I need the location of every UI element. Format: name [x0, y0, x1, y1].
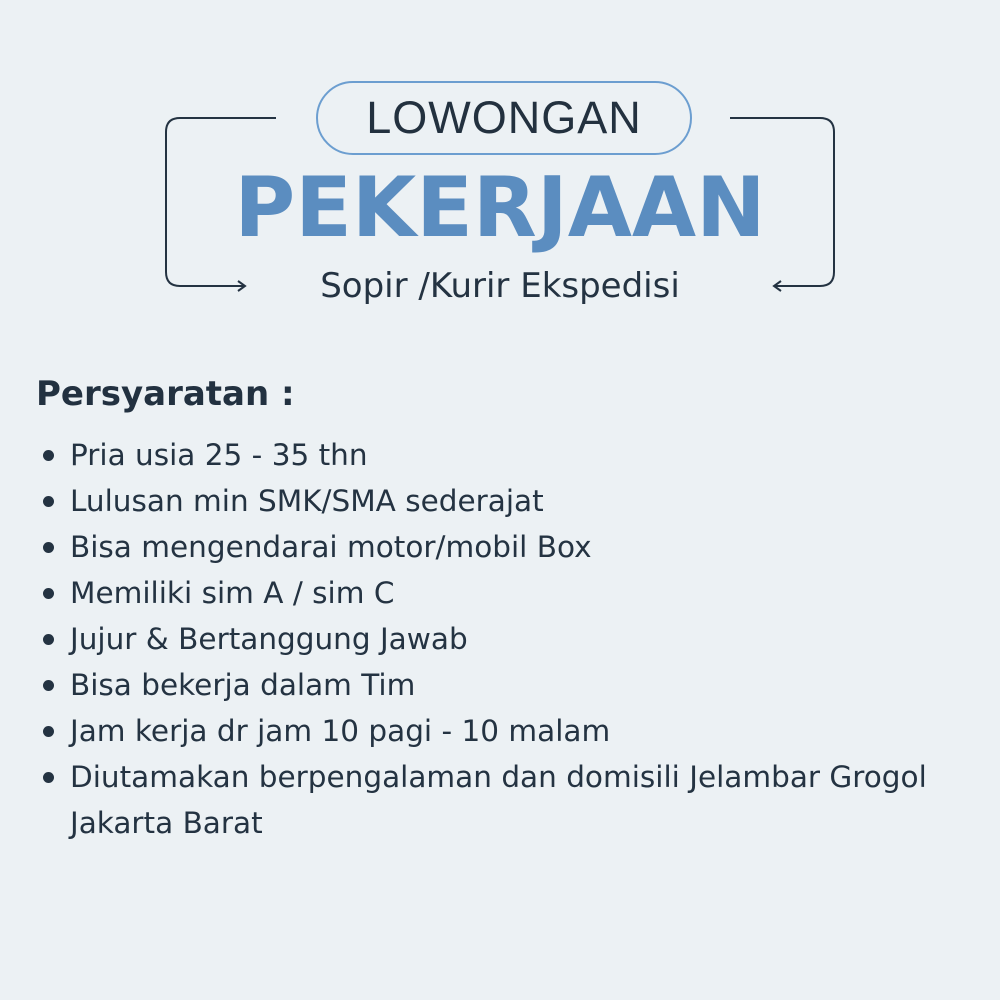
bullet-icon	[43, 634, 54, 645]
list-item	[40, 616, 960, 662]
list-item-text: Bisa bekerja dalam Tim	[70, 668, 416, 702]
list-item	[40, 432, 960, 478]
bullet-icon	[43, 450, 54, 461]
page-title: PEKERJAAN	[234, 159, 766, 256]
requirements-list	[40, 432, 960, 846]
lowongan-badge-text: LOWONGAN	[366, 92, 642, 143]
list-item	[40, 570, 960, 616]
list-item	[40, 754, 960, 846]
bullet-icon	[43, 726, 54, 737]
list-item-text: Bisa mengendarai motor/mobil Box	[70, 530, 592, 564]
list-item-text: Diutamakan berpengalaman dan domisili Jelambar Grogol Jakarta Barat	[70, 760, 927, 840]
bullet-icon	[43, 680, 54, 691]
list-item-text: Pria usia 25 - 35 thn	[70, 438, 368, 472]
bullet-icon	[43, 772, 54, 783]
list-item	[40, 708, 960, 754]
list-item-text: Memiliki sim A / sim C	[70, 576, 395, 610]
list-item	[40, 524, 960, 570]
list-item-text: Jam kerja dr jam 10 pagi - 10 malam	[70, 714, 611, 748]
list-item	[40, 478, 960, 524]
bullet-icon	[43, 588, 54, 599]
list-item-text: Jujur & Bertanggung Jawab	[70, 622, 468, 656]
bullet-icon	[43, 496, 54, 507]
list-item-text: Lulusan min SMK/SMA sederajat	[70, 484, 544, 518]
requirements-title: Persyaratan :	[36, 374, 295, 414]
job-subtitle: Sopir /Kurir Ekspedisi	[320, 266, 680, 306]
list-item	[40, 662, 960, 708]
bullet-icon	[43, 542, 54, 553]
lowongan-badge	[316, 81, 692, 155]
